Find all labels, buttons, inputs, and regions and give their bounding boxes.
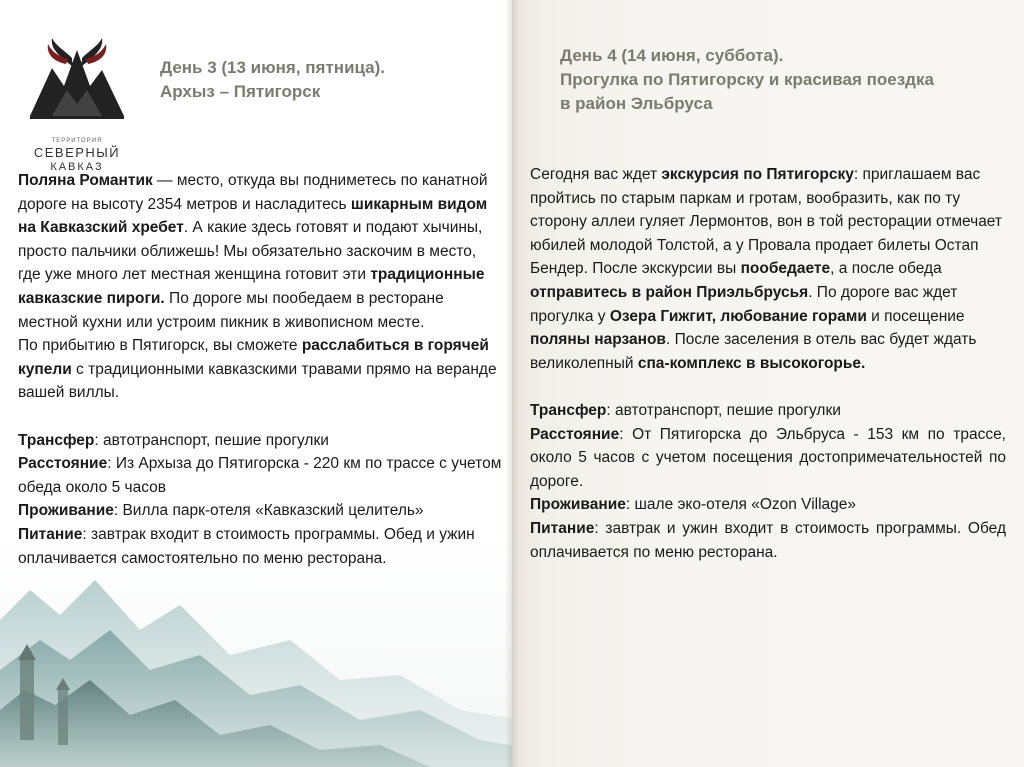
day4-title-line2: Прогулка по Пятигорску и красивая поездка bbox=[560, 70, 934, 89]
spacer bbox=[18, 405, 502, 429]
day4-title-line3: в район Эльбруса bbox=[560, 94, 713, 113]
day4-distance-value: : От Пятигорска до Эльбруса - 153 км по трассе, около 5 часов с учетом посещения достопримечательностей по дороге. bbox=[530, 425, 1006, 490]
day3-paragraph-2 bbox=[18, 334, 502, 405]
day4-p1-bold-4: Озера Гижгит, любование горами bbox=[609, 307, 867, 325]
day3-distance-value: : Из Архыза до Пятигорска - 220 км по трассе с учетом обеда около 5 часов bbox=[18, 455, 502, 496]
logo-line2: КАВКАЗ bbox=[50, 161, 104, 173]
day4-distance-label: Расстояние bbox=[530, 425, 620, 443]
day4-stay bbox=[530, 493, 1006, 517]
day3-p1-text-2: . А какие здесь готовят и подают хычины, просто пальчики оближешь! Мы обязательно заскочим в место, где уже много лет местная женщина готовит эти bbox=[18, 219, 483, 284]
day3-stay-value: : Вилла парк-отеля «Кавказский целитель» bbox=[113, 502, 424, 520]
day4-transfer bbox=[530, 399, 1006, 423]
day4-text bbox=[530, 163, 1006, 564]
day4-p1-text-5: и посещение bbox=[866, 307, 965, 325]
mountain-goat-logo-icon bbox=[22, 28, 132, 138]
page-fold bbox=[505, 0, 519, 767]
day3-food-value: : завтрак входит в стоимость программы. Обед и ужин оплачивается самостоятельно по меню ресторана. bbox=[18, 525, 475, 567]
day3-p1-bold-1: Поляна Романтик bbox=[18, 172, 153, 189]
day3-p1-bold-3: традиционные кавказские пироги. bbox=[18, 266, 485, 307]
day4-stay-value: : шале эко-отеля «Ozon Village» bbox=[625, 496, 857, 514]
day4-transfer-value: : автотранспорт, пешие прогулки bbox=[606, 401, 841, 419]
day3-title-line1: День 3 (13 июня, пятница). bbox=[160, 58, 386, 77]
day4-p1-bold-3: отправитесь в район Приэльбрусья bbox=[530, 283, 809, 301]
mountains-illustration bbox=[0, 560, 512, 767]
day3-p1-text-3: По дороге мы пообедаем в ресторане местной кухни или устроим пикник в живописном месте. bbox=[18, 289, 444, 331]
day3-transfer-label: Трансфер bbox=[18, 431, 95, 449]
day4-p1-bold-1: экскурсия по Пятигорску bbox=[661, 166, 854, 183]
day3-p2-bold-1: расслабиться в горячей купели bbox=[18, 337, 489, 378]
day3-title-line2: Архыз – Пятигорск bbox=[160, 82, 321, 101]
day4-p1-text-3: , а после обеда bbox=[830, 260, 942, 278]
day3-stay-label: Проживание bbox=[18, 502, 114, 520]
day3-paragraph-1 bbox=[18, 169, 502, 334]
day3-p2-text-1: По прибытию в Пятигорск, вы сможете bbox=[18, 337, 302, 355]
day4-p1-bold-2: пообедаете bbox=[740, 260, 831, 278]
day4-p1-text-4: . По дороге вас ждет прогулка у bbox=[530, 283, 958, 325]
logo-territory-text: ТЕРРИТОРИЯ bbox=[51, 138, 103, 144]
day4-food bbox=[530, 517, 1006, 564]
day3-title bbox=[160, 56, 490, 104]
day4-p1-text-6: . После заселения в отель вас будет ждать великолепный bbox=[530, 331, 977, 372]
day4-stay-label: Проживание bbox=[530, 496, 626, 514]
day4-food-value: : завтрак и ужин входит в стоимость программы. Обед оплачивается по меню ресторана. bbox=[530, 519, 1006, 561]
day4-p1-text-2: : приглашаем вас пройтись по старым паркам и гротам, вообразить, как по ту сторону аллеи гуляет Лермонтов, вон в той ресторации отмечает юбилей молодой Толстой, а у Провала продает билеты Остап Бендер. После экскурсии вы bbox=[530, 166, 1003, 278]
day4-title-line1: День 4 (14 июня, суббота). bbox=[560, 46, 784, 65]
day3-transfer-value: : автотранспорт, пешие прогулки bbox=[94, 431, 329, 449]
day3-p2-text-2: с традиционными кавказскими травами прямо на веранде вашей виллы. bbox=[18, 360, 497, 402]
day4-paragraph-1 bbox=[530, 163, 1006, 375]
day4-title bbox=[560, 44, 1000, 116]
day4-distance bbox=[530, 423, 1006, 494]
logo-line1: СЕВЕРНЫЙ bbox=[33, 145, 121, 160]
day3-p1-bold-2: шикарным видом на Кавказский хребет bbox=[18, 195, 488, 237]
day3-p1-text-1: — место, откуда вы подниметесь по канатной дороге на высоту 2354 метров и насладитесь bbox=[18, 172, 488, 213]
day3-food bbox=[18, 523, 502, 570]
day4-food-label: Питание bbox=[530, 519, 595, 537]
day4-p1-bold-6: спа-комплекс в высокогорье. bbox=[637, 354, 866, 372]
spacer bbox=[530, 375, 1006, 399]
day4-p1-bold-5: поляны нарзанов bbox=[530, 331, 666, 349]
day3-stay bbox=[18, 499, 502, 523]
day3-distance-label: Расстояние bbox=[18, 455, 108, 473]
day3-transfer bbox=[18, 429, 502, 453]
day4-transfer-label: Трансфер bbox=[530, 401, 607, 419]
day3-food-label: Питание bbox=[18, 525, 83, 543]
day3-distance bbox=[18, 452, 502, 499]
day3-text bbox=[18, 169, 502, 570]
logo bbox=[22, 28, 132, 173]
day4-p1-text-1: Сегодня вас ждет bbox=[530, 166, 662, 183]
